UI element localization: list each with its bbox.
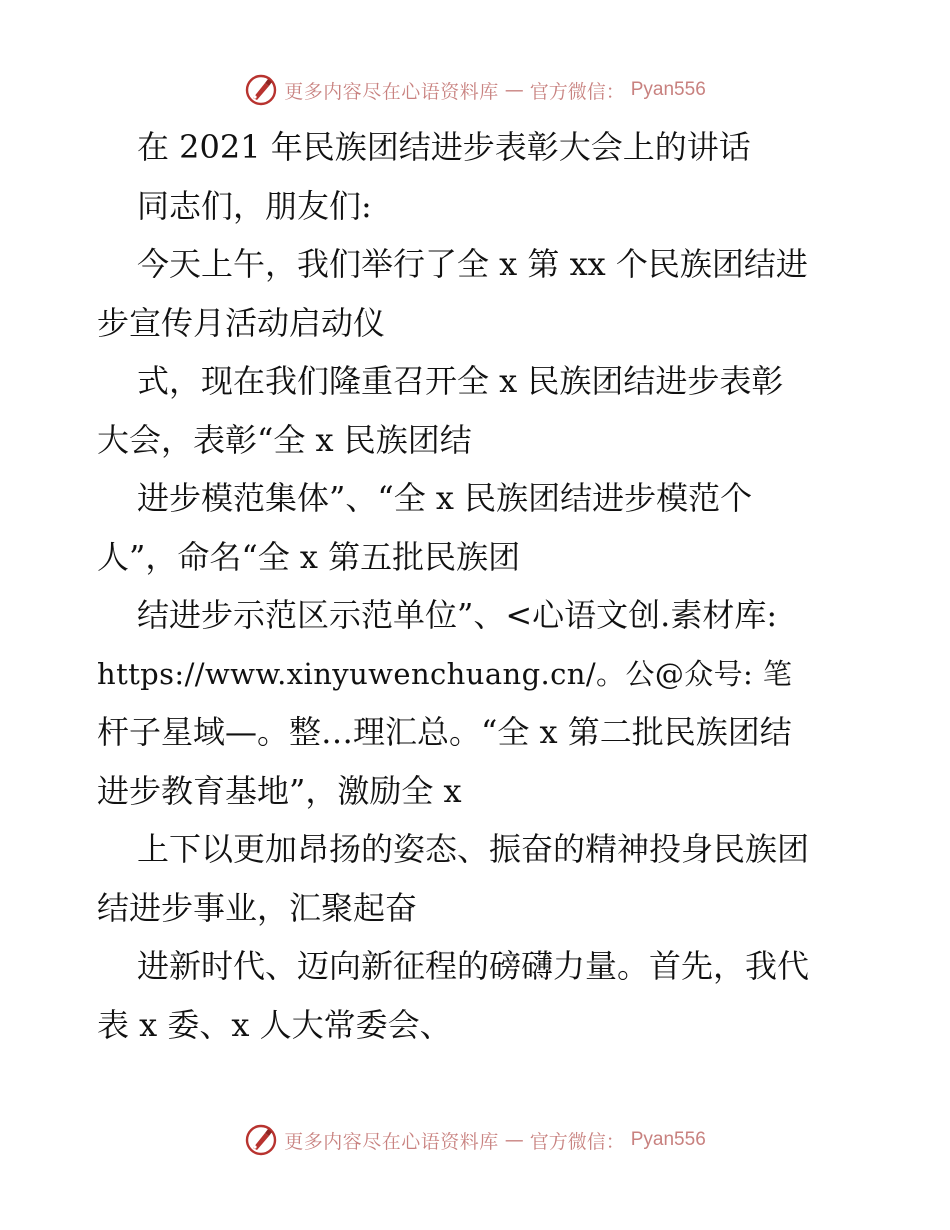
document-line: 今天上午，我们举行了全 x 第 xx 个民族团结进 <box>137 245 808 283</box>
document-line: 进步模范集体”、“全 x 民族团结进步模范个 <box>137 479 753 517</box>
document-line: 进新时代、迈向新征程的磅礴力量。首先，我代 <box>137 947 810 985</box>
banner-text: 更多内容尽在心语资料库 <box>284 80 499 103</box>
document-line: 步宣传月活动启动仪 <box>97 303 386 342</box>
header-watermark-banner <box>0 70 950 110</box>
banner-wechat-label: 官方微信： <box>529 80 625 103</box>
document-line: 人”，命名“全 x 第五批民族团 <box>97 537 521 576</box>
document-line: 表 x 委、x 人大常委会、 <box>97 1005 452 1044</box>
document-line: 上下以更加昂扬的姿态、振奋的精神投身民族团 <box>137 830 810 868</box>
pen-nib-logo-icon <box>244 73 278 107</box>
document-line: 式，现在我们隆重召开全 x 民族团结进步表彰 <box>137 362 784 400</box>
pen-nib-logo-icon <box>244 1123 278 1157</box>
banner-wechat-label: 官方微信： <box>529 1130 625 1153</box>
banner-text: 更多内容尽在心语资料库 <box>284 1130 499 1153</box>
banner-account: Pyan556 <box>630 79 706 100</box>
document-line: 大会，表彰“全 x 民族团结 <box>97 420 472 459</box>
footer-watermark-banner <box>0 1120 950 1160</box>
document-line: 结进步事业，汇聚起奋 <box>97 888 418 927</box>
banner-dash: — <box>504 1129 524 1151</box>
document-body <box>97 118 857 1054</box>
document-line: 在 2021 年民族团结进步表彰大会上的讲话 <box>137 128 751 166</box>
banner-account: Pyan556 <box>630 1129 706 1150</box>
document-line: 进步教育基地”，激励全 x <box>97 771 462 810</box>
banner-dash: — <box>504 79 524 101</box>
document-line: https://www.xinyuwenchuang.cn/。公@众号: 笔 <box>97 656 793 691</box>
document-line: 结进步示范区示范单位”、<心语文创.素材库: <box>137 596 778 634</box>
document-line: 同志们，朋友们: <box>137 186 372 225</box>
document-line: 杆子星域—。整…理汇总。“全 x 第二批民族团结 <box>97 713 792 751</box>
